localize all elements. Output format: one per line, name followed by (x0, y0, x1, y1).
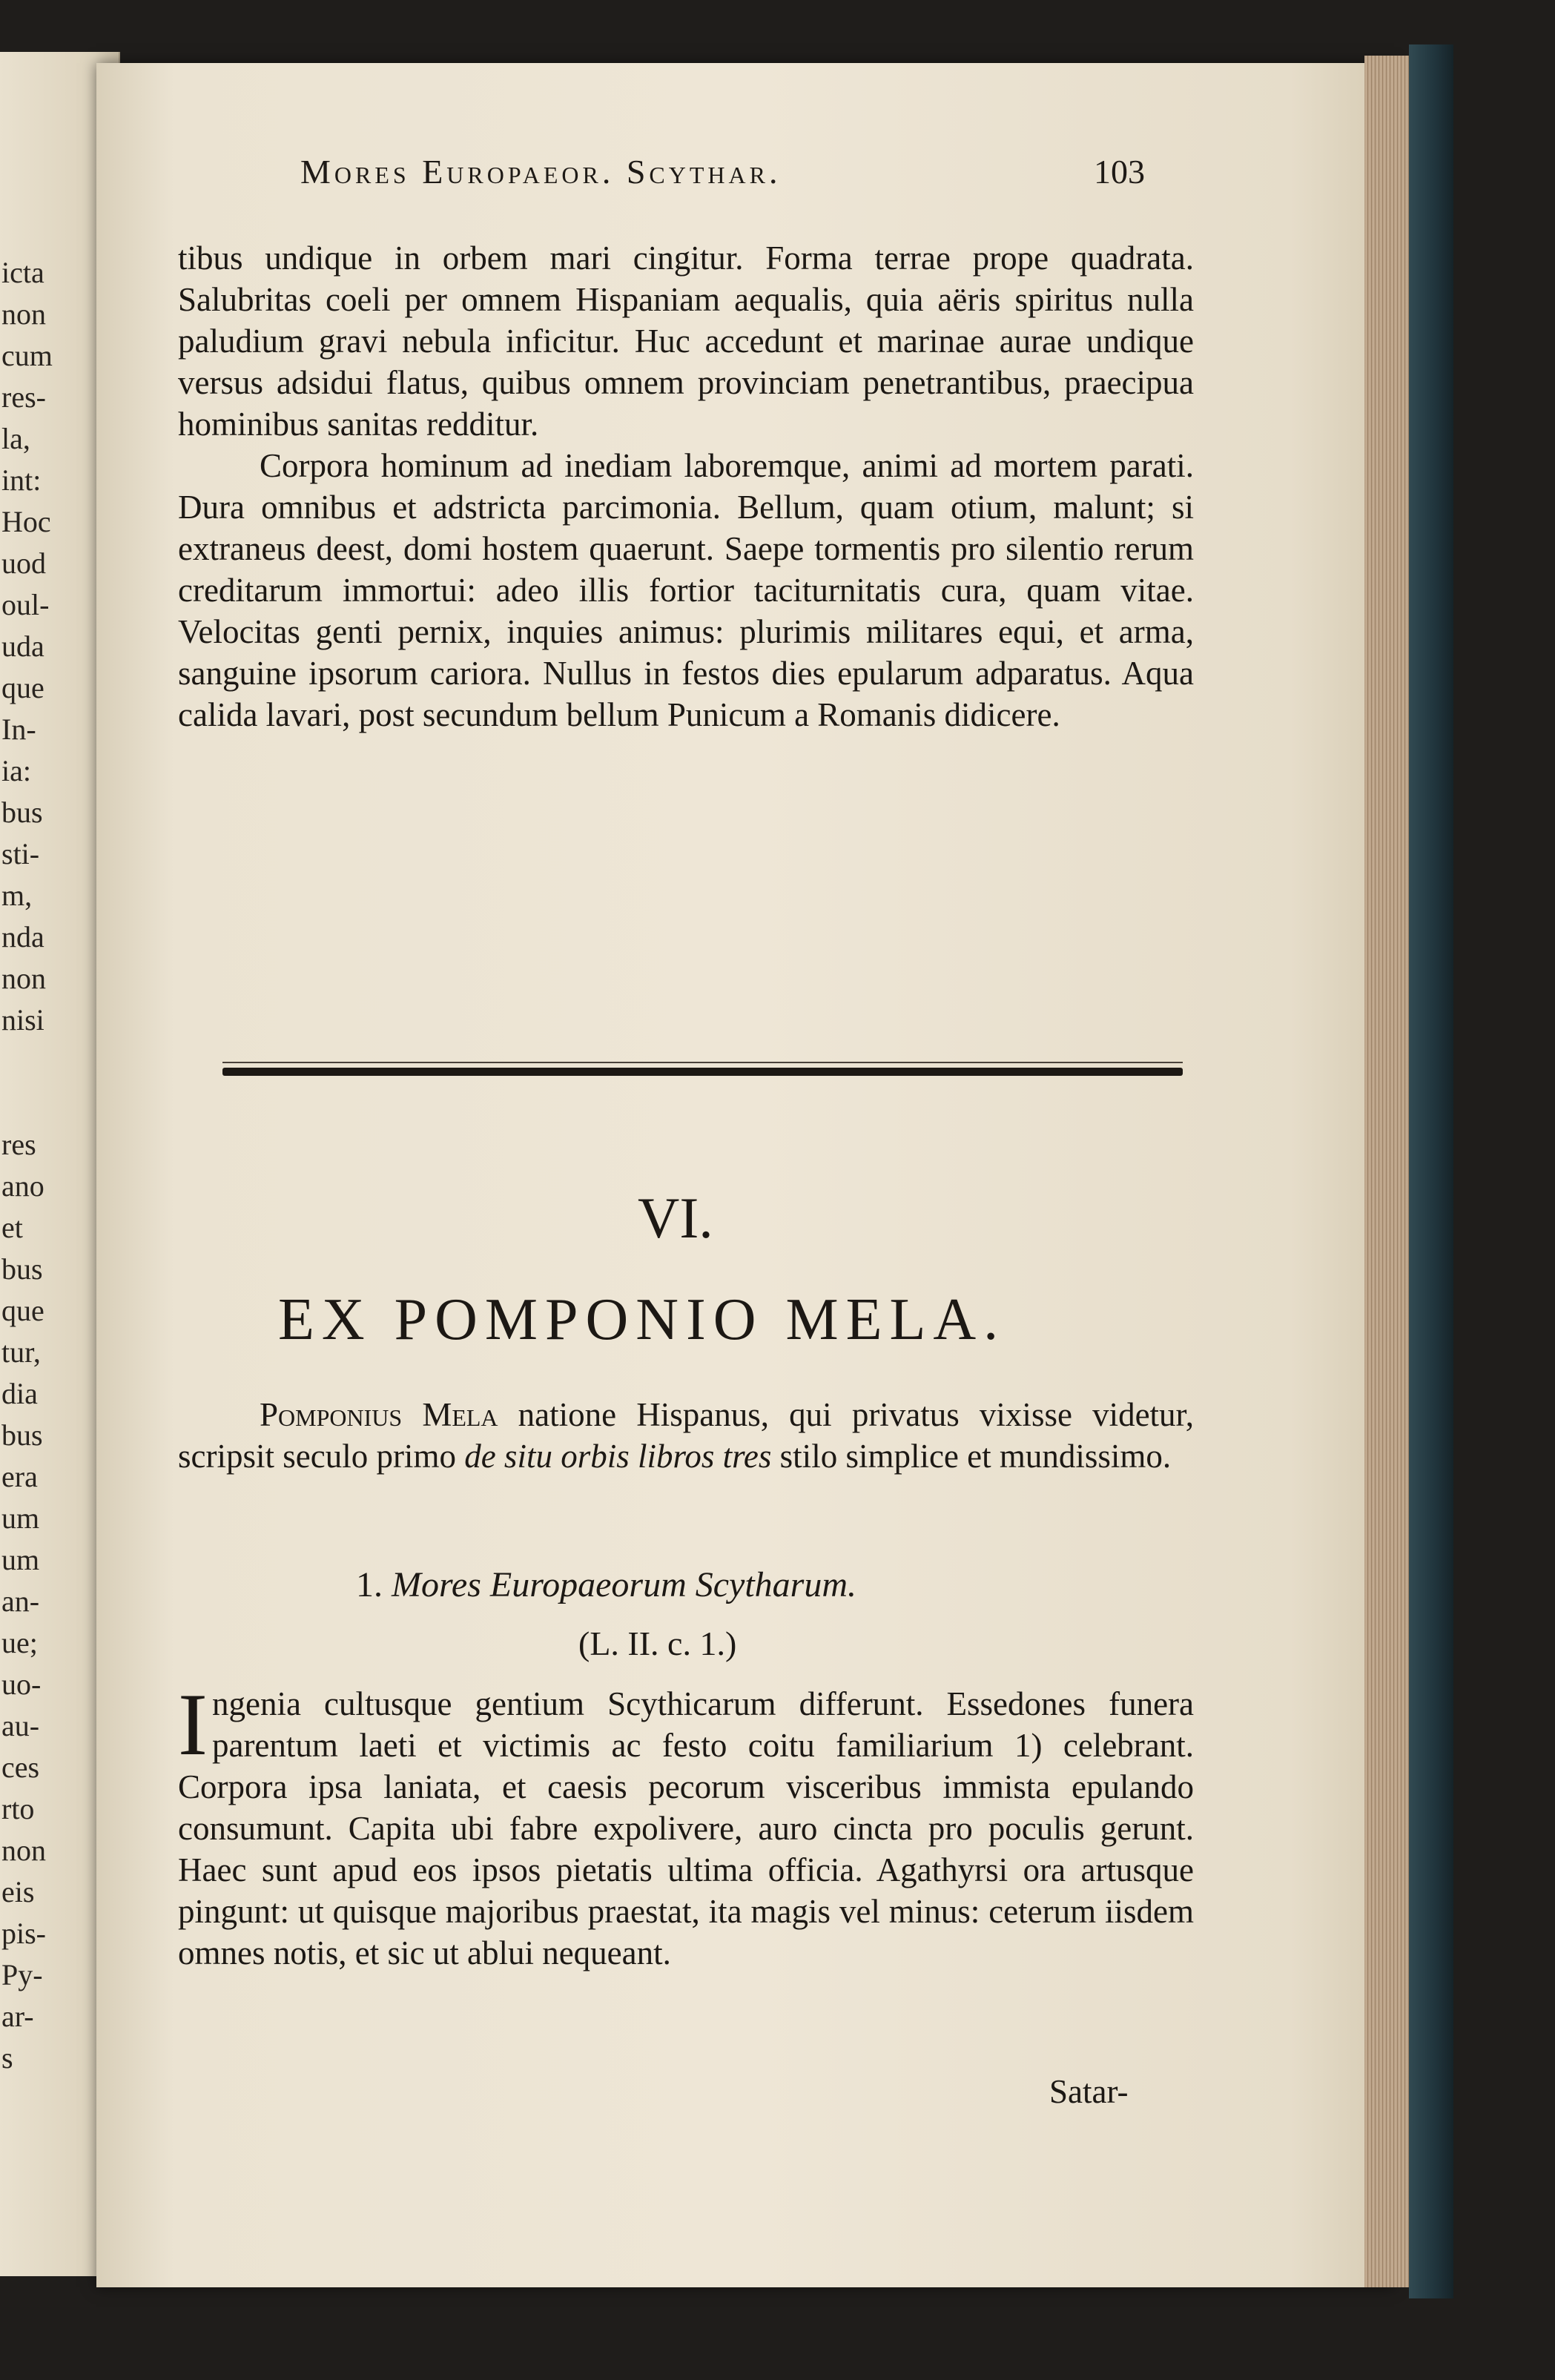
left-page-fragment: cum (1, 339, 53, 372)
top-text-block (178, 237, 1194, 736)
left-page-fragment: m, (1, 879, 33, 912)
left-page-fragment: au- (1, 1709, 40, 1742)
subheading-number: 1. (356, 1565, 383, 1604)
intro-italic: de situ orbis libros tres (464, 1438, 772, 1475)
running-header (300, 152, 1190, 191)
book-cover (1409, 44, 1453, 2298)
left-page-fragment: ia: (1, 754, 31, 787)
left-page-fragment: ces (1, 1751, 40, 1784)
left-page-fragment: non (1, 962, 46, 995)
left-page-fragment: icta (1, 256, 44, 289)
thin-rule (222, 1062, 1183, 1063)
left-page-fragment: an- (1, 1584, 40, 1618)
left-page-fragment: int: (1, 463, 42, 497)
paragraph-2: Corpora hominum ad inediam laboremque, animi ad mortem parati. Dura omnibus et adstricta parcimonia. Bellum, quam otium, malunt; si extraneus deest, domi hostem quaerunt. Saepe tormentis pro silentio rerum creditarum immortui: adeo illis fortior taciturnitatis cura, quam vitae. Velocitas genti pernix, inquies animus: plurimis militares equi, et arma, sanguine ipsorum cariora. Nullus in festos dies epularum adparatus. Aqua calida lavari, post secundum bellum Punicum a Romanis didicere. (178, 447, 1194, 733)
left-page-fragment: pis- (1, 1917, 46, 1950)
subheading-title: Mores Europaeorum Scytharum. (392, 1565, 857, 1604)
left-page-fragment: dia (1, 1377, 38, 1410)
catchword: Satar- (1049, 2073, 1129, 2110)
left-page-fragment: bus (1, 796, 43, 829)
left-page-fragment: eis (1, 1875, 35, 1908)
body-text: ngenia cultusque gentium Scythicarum differunt. Essedones funera parentum laeti et victimis ac festo coitu familiarium 1) celebrant. Corpora ipsa laniata, et caesis pecorum visceribus immista epulando consumunt. Capita ubi fabre expolivere, auro cincta pro poculis gerunt. Haec sunt apud eos ipsos pietatis ultima officia. Agathyrsi ora artusque pingunt: ut quisque majoribus praestat, ita magis vel minus: ceterum iisdem omnes notis, et sic ut ablui nequeant. (178, 1685, 1194, 1971)
left-page-fragment: tur, (1, 1335, 41, 1369)
left-page-fragment: Py- (1, 1958, 43, 1991)
left-page-fragment: et (1, 1211, 23, 1244)
left-page-fragment: ue; (1, 1626, 38, 1659)
left-page-fragment: Hoc (1, 505, 51, 538)
left-page-fragment: uda (1, 629, 44, 663)
left-page-fragment: sti- (1, 837, 40, 870)
left-page-fragment: la, (1, 422, 30, 455)
running-title: Mores Europaeor. Scythar. (300, 153, 782, 191)
left-page-fragment: ano (1, 1169, 44, 1203)
left-page-fragment: res (1, 1128, 36, 1161)
left-page-fragment: oul- (1, 588, 50, 621)
drop-cap: I (178, 1675, 208, 1774)
left-page-fragment: uo- (1, 1667, 42, 1701)
left-page-fragment: nisi (1, 1003, 44, 1037)
left-page-fragment: non (1, 297, 46, 331)
intro-text-a: natione Hispanus, qui privatus vixisse videtur, scripsit seculo primo (178, 1396, 1194, 1475)
left-page-fragment: rto (1, 1792, 35, 1825)
intro-text-b: stilo simplice et mundissimo. (771, 1438, 1172, 1475)
left-page-fragment: ar- (1, 2000, 34, 2033)
left-page-fragment: nda (1, 920, 44, 953)
left-page-fragment: bus (1, 1418, 43, 1452)
left-page-fragment: que (1, 1294, 44, 1327)
intro-paragraph (178, 1394, 1194, 1477)
left-page-fragment: non (1, 1834, 46, 1867)
section-rule (222, 1068, 1183, 1076)
left-page-fragment: bus (1, 1252, 43, 1286)
section-title: EX POMPONIO MELA. (278, 1287, 1006, 1352)
left-page-fragment: que (1, 671, 44, 704)
left-page-fragment: um (1, 1501, 40, 1535)
page-number: 103 (1094, 153, 1145, 191)
section-number: VI. (638, 1186, 713, 1250)
left-page-fragment: era (1, 1460, 38, 1493)
citation: (L. II. c. 1.) (578, 1624, 737, 1662)
body-paragraph (178, 1675, 1194, 1974)
left-page-fragment: In- (1, 713, 36, 746)
paragraph-1: tibus undique in orbem mari cingitur. Forma terrae prope quadrata. Salubritas coeli per omnem Hispaniam aequalis, quia aëris spiritus nulla paludium gravi nebula inficitur. Huc accedunt et marinae aurae undique versus adsidui flatus, quibus omnem provinciam penetrantibus, praecipua hominibus sanitas redditur. (178, 239, 1194, 443)
left-page-fragment: um (1, 1543, 40, 1576)
subheading (356, 1564, 1097, 1605)
left-page-fragment: res- (1, 380, 46, 414)
author-name: Pomponius Mela (260, 1396, 498, 1433)
left-page-fragment: uod (1, 546, 46, 580)
left-page-fragment: s (1, 2041, 13, 2075)
